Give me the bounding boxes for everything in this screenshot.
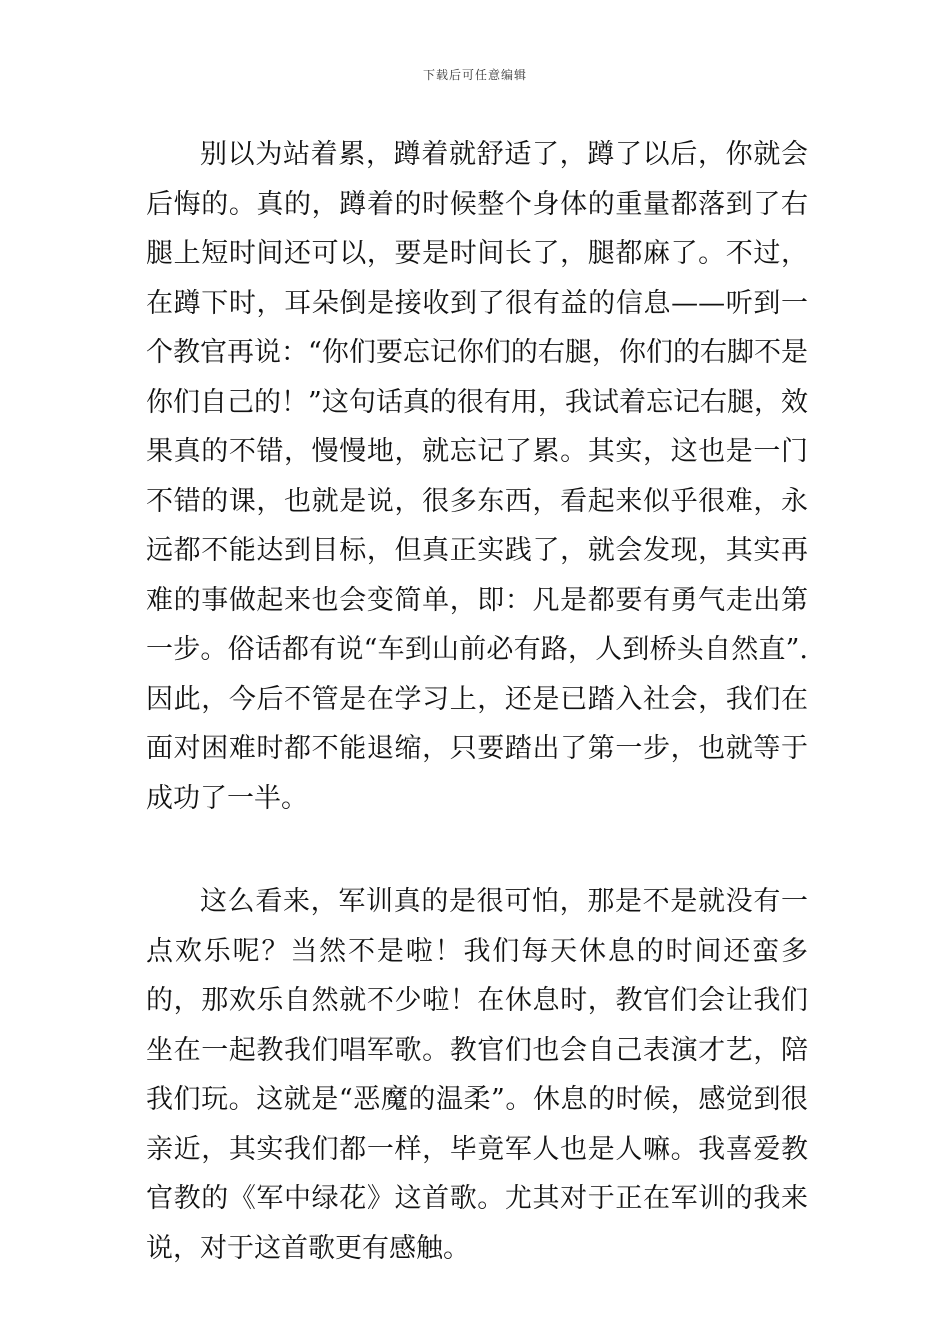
document-body <box>146 130 808 1273</box>
paragraph-rest-time: 这么看来，军训真的是很可怕，那是不是就没有一点欢乐呢？当然不是啦！我们每天休息的时间还蛮多的，那欢乐自然就不少啦！在休息时，教官们会让我们坐在一起教我们唱军歌。教官们也会自己表演才艺，陪我们玩。这就是“恶魔的温柔”。休息的时候，感觉到很亲近，其实我们都一样，毕竟军人也是人嘛。我喜爱教官教的《军中绿花》这首歌。尤其对于正在军训的我来说，对于这首歌更有感触。 <box>146 886 808 1264</box>
page-header: 下载后可任意编辑 <box>422 68 527 82</box>
paragraph-squatting: 别以为站着累，蹲着就舒适了，蹲了以后，你就会后悔的。真的，蹲着的时候整个身体的重量都落到了右腿上短时间还可以，要是时间长了，腿都麻了。不过，在蹲下时，耳朵倒是接收到了很有益的信息——听到一个教官再说：“你们要忘记你们的右腿，你们的右脚不是你们自己的！”这句话真的很有用，我试着忘记右腿，效果真的不错，慢慢地，就忘记了累。其实，这也是一门不错的课，也就是说，很多东西，看起来似乎很难，永远都不能达到目标，但真正实践了，就会发现，其实再难的事做起来也会变简单，即：凡是都要有勇气走出第一步。俗话都有说“车到山前必有路，人到桥头自然直”.因此，今后不管是在学习上，还是已踏入社会，我们在面对困难时都不能退缩，只要踏出了第一步，也就等于成功了一半。 <box>146 139 808 814</box>
